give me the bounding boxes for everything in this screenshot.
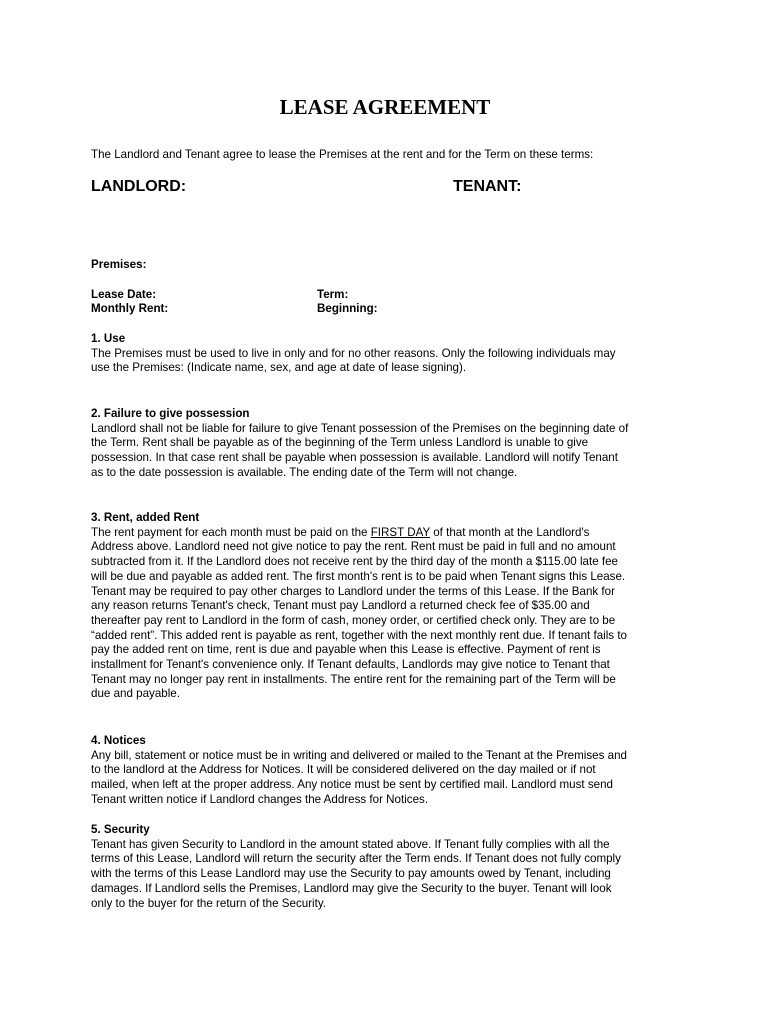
section-line: to the landlord at the Address for Notices. It will be considered delivered on the day mailed or if not — [91, 763, 596, 777]
section-line: possession. In that case rent shall be payable when possession is available. Landlord will notify Tenant — [91, 451, 618, 465]
section-notices — [91, 734, 691, 808]
section-line: as to the date possession is available. The ending date of the Term will not change. — [91, 465, 518, 479]
section-line: Tenant has given Security to Landlord in the amount stated above. If Tenant fully complies with all the — [91, 837, 610, 851]
section-heading: 4. Notices — [91, 734, 146, 747]
first-day-underlined: FIRST DAY — [370, 525, 430, 539]
section-heading: 3. Rent, added Rent — [91, 511, 200, 524]
section-failure-to-give-possession — [91, 407, 691, 481]
section-line: use the Premises: (Indicate name, sex, and age at date of lease signing). — [91, 361, 467, 375]
intro-paragraph: The Landlord and Tenant agree to lease the Premises at the rent and for the Term on these terms: — [91, 148, 594, 161]
section-line: any reason returns Tenant's check, Tenant must pay Landlord a returned check fee of $35.00 and — [91, 599, 590, 613]
section-line: Address above. Landlord need not give notice to pay the rent. Rent must be paid in full and no amount — [91, 540, 616, 554]
monthly-rent-label: Monthly Rent: — [91, 302, 169, 315]
term-label: Term: — [317, 288, 349, 301]
section-line: installment for Tenant's convenience only. If Tenant defaults, Landlords may give notice to Tenant that — [91, 658, 610, 672]
section-line: the Term. Rent shall be payable as of the beginning of the Term unless Landlord is unable to give — [91, 436, 589, 450]
document-title: LEASE AGREEMENT — [279, 95, 491, 119]
lease-date-label: Lease Date: — [91, 288, 157, 301]
section-line: only to the buyer for the return of the Security. — [91, 896, 327, 910]
section-use — [91, 332, 691, 376]
section-line: Tenant written notice if Landlord changes the Address for Notices. — [91, 792, 429, 806]
section-line: Tenant may be required to pay other charges to Landlord under the terms of this Lease. If the Bank for — [91, 584, 615, 598]
section-line: Any bill, statement or notice must be in writing and delivered or mailed to the Tenant at the Premises and — [91, 748, 627, 762]
section-line: damages. If Landlord sells the Premises, Landlord may give the Security to the buyer. Tenant will look — [91, 881, 612, 895]
section-line: The Premises must be used to live in only and for no other reasons. Only the following individuals may — [91, 346, 616, 360]
landlord-label: LANDLORD: — [91, 178, 187, 195]
section-line: terms of this Lease, Landlord will return the security after the Term ends. If Tenant does not fully comply — [91, 852, 621, 866]
section-line: mailed, when left at the proper address. Any notice must be sent by certified mail. Landlord must send — [91, 778, 613, 792]
section-line: due and payable. — [91, 687, 180, 701]
section-line: “added rent”. This added rent is payable as rent, together with the next monthly rent due. If tenant fails to — [91, 628, 627, 642]
section-line: Tenant may no longer pay rent in installments. The entire rent for the remaining part of the Term will be — [91, 672, 616, 686]
section-line: thereafter pay rent to Landlord in the form of cash, money order, or certified check only. They are to be — [91, 613, 616, 627]
beginning-label: Beginning: — [317, 302, 378, 315]
section-line: will be due and payable as added rent. The first month's rent is to be paid when Tenant signs this Lease. — [91, 569, 626, 583]
premises-label: Premises: — [91, 258, 147, 271]
section-heading: 5. Security — [91, 823, 150, 836]
section-line: subtracted from it. If the Landlord does not receive rent by the third day of the month a $115.00 late fee — [91, 555, 618, 569]
section-rent-added-rent — [91, 511, 691, 702]
rent-line-text: of that month at the Landlord's — [429, 525, 590, 539]
section-line: Landlord shall not be liable for failure to give Tenant possession of the Premises on the beginning date of — [91, 421, 629, 435]
section-heading: 1. Use — [91, 332, 126, 345]
section-heading: 2. Failure to give possession — [91, 407, 250, 420]
section-security — [91, 823, 691, 911]
section-line: pay the added rent on time, rent is due and payable when this Lease is effective. Payment of rent is — [91, 643, 601, 657]
tenant-label: TENANT: — [453, 178, 522, 195]
section-line — [91, 526, 691, 541]
rent-line-text: The rent payment for each month must be paid on the — [91, 525, 371, 539]
section-line: with the terms of this Lease Landlord may use the Security to pay amounts owed by Tenant, including — [91, 867, 611, 881]
